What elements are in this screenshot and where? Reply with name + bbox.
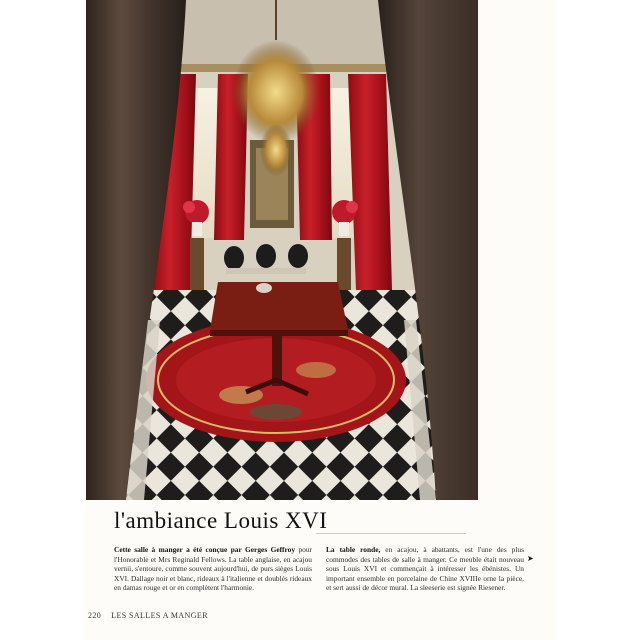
- continue-arrow-icon: ➤: [527, 554, 534, 563]
- right-column-body: en acajou, à abattants, est l'une des plus commodes des tables de salle à manger. Ce meuble était nouveau sous Louis XVI et commençait à intéresser les ébénistes. Un important ensemble en porcelaine de Chine XVIIIe orne la pièce, et sert aussi de décor mural. La sleeserie est signée Riesener.: [326, 545, 524, 593]
- article-heading: l'ambiance Louis XVI: [114, 508, 328, 533]
- heading-rule: [316, 533, 466, 534]
- left-column-lead: Cette salle à manger a été conçue par Gerges Geffroy: [114, 545, 296, 554]
- dining-room-photo: [86, 0, 478, 500]
- section-title: LES SALLES A MANGER: [111, 611, 208, 620]
- right-column-text: [326, 545, 524, 593]
- page-number: 220: [88, 611, 102, 620]
- page-footer: [88, 611, 208, 620]
- left-column-text: [114, 545, 312, 593]
- left-column-body: pour l'Honorable et Mrs Reginald Fellows. La table anglaise, en acajou vernii, s'entoure, comme souvent aujourd'hui, de purs sièges Louis XVI. Dallage noir et blanc, rideaux à l'italienne et doublés rideaux en damas rouge et or en complètent l'harmonie.: [114, 545, 312, 593]
- right-column-lead: La table ronde,: [326, 545, 381, 554]
